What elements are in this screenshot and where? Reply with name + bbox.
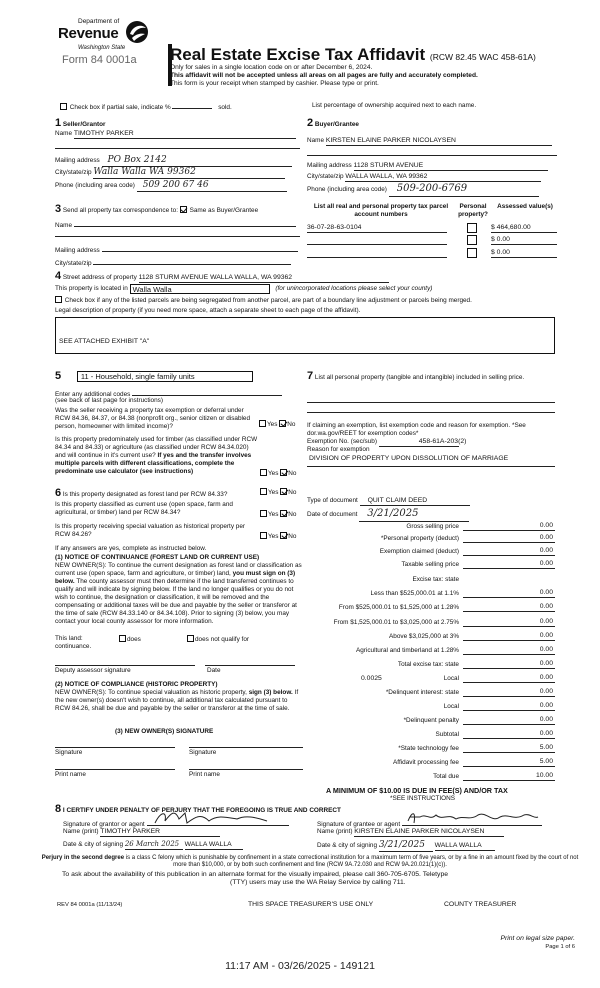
correspondence-city-row <box>55 258 300 268</box>
tax-row-value[interactable]: 0.00 <box>463 603 555 612</box>
no-label: No <box>288 533 297 540</box>
tax-row-label: *Personal property (deduct) <box>380 535 459 542</box>
parcels-col-assessed: Assessed value(s) <box>497 203 553 210</box>
rev-number: REV 84 0001a (11/13/24) <box>57 902 123 908</box>
tax-row-value[interactable]: 0.00 <box>463 560 555 569</box>
tax-row-label: Taxable selling price <box>401 561 459 568</box>
timber-question <box>55 436 260 476</box>
does-not-label: does not qualify for <box>195 636 249 643</box>
correspondence-section <box>55 203 300 268</box>
parcels-col-personal: Personal property? <box>458 203 488 218</box>
tax-row <box>305 689 555 700</box>
located-select[interactable]: Walla Walla <box>130 284 270 294</box>
tax-row-label: *Delinquent penalty <box>403 717 459 724</box>
buyer-phone-row <box>307 183 557 197</box>
this-land-label: This land: <box>55 635 83 642</box>
tax-row-value[interactable]: 5.00 <box>463 744 555 753</box>
certify-text: I CERTIFY UNDER PENALTY OF PERJURY THAT THE FOREGOING IS TRUE AND CORRECT <box>62 807 341 814</box>
same-as-buyer-label: Same as Buyer/Grantee <box>189 207 259 214</box>
grantor-name-label: Name (print) <box>63 828 99 835</box>
continuance-label: continuance. <box>55 643 92 650</box>
grantee-name-label: Name (print) <box>317 828 353 835</box>
seller-heading: Seller/Grantor <box>62 121 106 128</box>
seller-phone-row <box>55 180 300 192</box>
forest-question: Is this property designated as forest land per RCW 84.33? <box>62 491 228 498</box>
current-use-yes-checkbox[interactable] <box>260 510 267 517</box>
parcel-assessed-field[interactable]: $ 0.00 <box>491 236 557 245</box>
parcel-row <box>307 224 557 235</box>
tax-row <box>305 561 555 572</box>
tax-row <box>305 661 555 672</box>
alternate-format-note-2: (TTY) users may use the WA Relay Service by calling 711. <box>230 879 406 886</box>
q1-no-checkbox[interactable] <box>279 420 286 427</box>
tax-row <box>305 759 555 770</box>
no-label: No <box>287 421 296 428</box>
partial-sale-checkbox[interactable] <box>60 103 67 110</box>
same-as-buyer-checkbox[interactable] <box>180 206 187 213</box>
tax-row-label: Total excise tax: state <box>397 661 459 668</box>
grantee-signature-icon <box>404 807 540 829</box>
dor-logo <box>58 18 158 98</box>
correspondence-line-2 <box>55 236 300 237</box>
notice-continuance-bold: you must sign on (3) below. <box>55 570 296 585</box>
tax-row-value[interactable]: 0.00 <box>463 618 555 627</box>
grantee-date-field[interactable]: 3/21/2025 <box>379 840 433 852</box>
does-label: does <box>127 636 141 643</box>
parcel-row <box>307 236 557 247</box>
timber-question-text: Is this property predominately used for timber (as classified under RCW 84.34 and 84.33) or agriculture (as classified under RCW 84.34.020) and will continue in it's current use? <box>55 436 258 459</box>
doc-date-label: Date of document <box>307 511 358 518</box>
historic-question: Is this property receiving special valuation as historical property per RCW 84.26? <box>55 523 246 538</box>
legal-paper-note: Print on legal size paper. <box>500 935 575 942</box>
notice-compliance-text <box>55 689 303 713</box>
correspondence-mailing-field[interactable] <box>102 245 298 252</box>
buyer-mailing-row <box>307 162 557 171</box>
see-instructions-note: *SEE INSTRUCTIONS <box>390 795 455 802</box>
notice-continuance-text <box>55 562 303 626</box>
header-line-3-text: This form is your receipt when stamped by cashier. Please type or print. <box>170 80 379 87</box>
legal-description-box[interactable] <box>55 317 555 354</box>
parcel-personal-checkbox[interactable] <box>467 235 477 245</box>
located-label: This property is located in <box>55 285 128 292</box>
owner-print-line-1[interactable] <box>55 769 175 770</box>
form-title-block <box>170 44 590 65</box>
signature-label: Signature <box>189 749 217 756</box>
seller-mailing-field[interactable]: PO Box 2142 <box>102 155 292 167</box>
seller-name-label: Name <box>55 130 73 137</box>
seller-name-field[interactable]: TIMOTHY PARKER <box>74 130 296 139</box>
signature-label: Signature <box>55 749 83 756</box>
local-rate: 0.0025 <box>361 675 382 682</box>
grantee-date-label: Date & city of signing <box>317 842 378 849</box>
buyer-mailing-field[interactable]: 1128 STURM AVENUE <box>354 162 548 171</box>
notice-continuance-pre: NEW OWNER(S): To continue the current designation as forest land or classification as current use (open space, farm and agriculture, or timber) land, <box>55 562 302 577</box>
tax-row-value[interactable]: 0.00 <box>463 589 555 598</box>
historic-no-checkbox[interactable] <box>280 532 287 539</box>
tax-row-value[interactable]: 0.00 <box>463 534 555 543</box>
parcel-assessed-field[interactable]: $ 0.00 <box>491 249 557 258</box>
tax-row-label: Above $3,025,000 at 3% <box>389 633 459 640</box>
seller-section <box>55 117 300 197</box>
buyer-city-label: City/state/zip <box>307 173 344 180</box>
parcel-personal-checkbox[interactable] <box>467 248 477 258</box>
tax-row <box>305 647 555 658</box>
tax-row-label: Agricultural and timberland at 1.28% <box>355 647 459 654</box>
exemption-no-label: Exemption No. (sec/sub) <box>307 438 377 445</box>
legal-description-text: SEE ATTACHED EXHIBIT "A" <box>59 338 150 345</box>
parcels-col-numbers: List all real and personal property tax parcel account numbers <box>313 203 449 218</box>
tax-row-label: Local <box>443 703 459 710</box>
unincorporated-note: (for unincorporated locations please select your county) <box>275 285 433 292</box>
tax-row-label: *State technology fee <box>398 745 459 752</box>
page-number: Page 1 of 6 <box>545 944 575 950</box>
treasurer-use-label: THIS SPACE TREASURER'S USE ONLY <box>248 901 374 908</box>
section-7-number: 7 <box>307 370 314 382</box>
tax-row <box>305 535 555 546</box>
notice-compliance-pre: NEW OWNER(S): To continue special valuation as historic property, <box>55 689 249 696</box>
notice-compliance-bold: sign (3) below. <box>248 689 293 696</box>
grantee-signature-field[interactable] <box>402 817 542 826</box>
buyer-name-label: Name <box>307 137 325 144</box>
street-address-field[interactable]: 1128 STURM AVENUE WALLA WALLA, WA 99362 <box>139 274 389 283</box>
notice-continuance-post: The county assessor must then determine if the land transferred continues to qualify and will indicate by signing below. If the land no longer qualifies or you do not wish to continue, the designation or classification, it will be removed and the compensating or additional taxes will be due and payable by the seller or transferor at the time of sale (RCW 84.33.140 or 84.34.108). Prior to signing (3) below, you may contact your local county assessor for more information. <box>55 578 297 625</box>
reason-label: Reason for exemption <box>307 446 370 453</box>
tax-row <box>305 590 555 601</box>
buyer-phone-label: Phone (including area code) <box>307 186 387 193</box>
tax-row <box>305 548 555 559</box>
header-line-2: This affidavit will not be accepted unless all areas on all pages are fully and accurately completed. <box>170 72 478 79</box>
owner-print-line-2[interactable] <box>189 769 303 770</box>
parcel-number-field[interactable] <box>307 249 447 258</box>
current-use-no-checkbox[interactable] <box>280 510 287 517</box>
new-owner-signature-heading: (3) NEW OWNER(S) SIGNATURE <box>115 728 214 735</box>
doc-date-field[interactable]: 3/21/2025 <box>359 508 469 522</box>
seller-city-field[interactable]: Walla Walla WA 99362 <box>93 167 285 179</box>
exemption-no-field[interactable]: 458-61A-203(2) <box>379 438 459 447</box>
buyer-section-number: 2 <box>307 117 314 129</box>
buyer-name-row <box>307 137 557 146</box>
tax-row-label: Excise tax: state <box>412 576 459 583</box>
grantee-city-field[interactable]: WALLA WALLA <box>435 842 495 851</box>
forest-yes-checkbox[interactable] <box>260 488 267 495</box>
additional-codes-field[interactable] <box>132 389 282 396</box>
correspondence-city-label: City/state/zip <box>55 260 92 267</box>
tax-row <box>305 633 555 644</box>
ownership-note: List percentage of ownership acquired next to each name. <box>312 102 477 109</box>
correspondence-mailing-label: Mailing address <box>55 247 100 254</box>
additional-codes-label: Enter any additional codes <box>55 391 131 398</box>
exemption-intro: If claiming an exemption, list exemption code and reason for exemption. *See dor.wa.gov/REET for exemption codes* <box>307 422 526 437</box>
correspondence-name-field[interactable] <box>74 220 296 227</box>
no-label: No <box>288 489 297 496</box>
parcel-row <box>307 249 557 260</box>
form-title: Real Estate Excise Tax Affidavit <box>170 45 426 64</box>
q1-yes-checkbox[interactable] <box>259 420 266 427</box>
correspondence-name-label: Name <box>55 222 73 229</box>
no-label: No <box>288 470 297 477</box>
tax-row-value[interactable]: 5.00 <box>463 758 555 767</box>
street-number: 4 <box>55 270 62 282</box>
partial-sale-suffix: sold. <box>218 104 232 111</box>
form-id: Form 84 0001a <box>62 54 137 66</box>
form-statute: (RCW 82.45 WAC 458-61A) <box>429 52 536 62</box>
tax-row-label: Subtotal <box>435 731 459 738</box>
buyer-name-field[interactable]: KIRSTEN ELAINE PARKER NICOLAYSEN <box>326 137 552 146</box>
does-checkbox[interactable] <box>119 635 126 642</box>
parcel-personal-checkbox[interactable] <box>467 223 477 233</box>
grantee-sig-label: Signature of grantee or agent <box>317 821 401 828</box>
buyer-heading: Buyer/Grantee <box>314 121 359 128</box>
notice-continuance-title: (1) NOTICE OF CONTINUANCE (FOREST LAND OR CURRENT USE) <box>55 554 260 561</box>
reason-field[interactable]: DIVISION OF PROPERTY UPON DISSOLUTION OF MARRIAGE <box>309 455 509 462</box>
seller-name-row <box>55 130 300 139</box>
if-yes-note: If any answers are yes, complete as instructed below. <box>55 545 207 552</box>
section-8-number: 8 <box>55 803 62 815</box>
personal-property-line-1[interactable] <box>307 402 555 403</box>
reason-line <box>307 466 555 467</box>
doc-type-label: Type of document <box>307 497 358 504</box>
deputy-date-label: Date <box>207 667 221 674</box>
correspondence-mailing-row <box>55 245 300 255</box>
timber-question-bold: If yes and the transfer involves multiple parcels with different classifications, complete the predominate use calculator (see instructions) <box>55 452 252 475</box>
buyer-city-row <box>307 173 557 182</box>
tax-row-label: Local <box>443 675 459 682</box>
correspondence-city-field[interactable] <box>93 258 291 265</box>
tax-row <box>305 576 555 587</box>
grantor-date-label: Date & city of signing <box>63 841 124 848</box>
grantor-signature-field[interactable] <box>147 817 289 826</box>
deputy-signature-line[interactable] <box>55 665 195 666</box>
tax-row-value[interactable]: 0.00 <box>463 660 555 669</box>
seller-city-row <box>55 167 300 179</box>
grantor-sig-label: Signature of grantor or agent <box>63 821 145 828</box>
tax-row-value[interactable]: 0.00 <box>463 646 555 655</box>
seller-mailing-row <box>55 155 300 167</box>
section-5-number: 5 <box>55 370 62 382</box>
perjury-text: is a class C felony which is punishable by confinement in a state correctional institution for a maximum term of five years, or by a fine in an amount fixed by the court of not more than $10,000, or by both such confinement and fine (RCW 9A.72.030 and RCW 9A.20.021(1)(c)). <box>124 855 579 869</box>
tax-row-label: From $525,000.01 to $1,525,000 at 1.28% <box>338 604 459 611</box>
seller-section-number: 1 <box>55 117 62 129</box>
tax-row <box>305 717 555 728</box>
street-label: Street address of property <box>62 274 137 281</box>
partial-sale-label: Check box if partial sale, indicate % <box>69 104 171 111</box>
notice-compliance-post: If the new owner(s) doesn't wish to continue, all additional tax calculated pursuant to RCW 84.26, shall be due and payable by the seller or transferor at the time of sale. <box>55 689 299 712</box>
parcel-number-field[interactable]: 36-07-28-63-0104 <box>307 224 447 233</box>
seller-phone-field[interactable]: 509 200 67 46 <box>137 180 287 192</box>
yes-label: Yes <box>268 489 279 496</box>
grantor-date-field[interactable]: 26 March 2025 <box>125 840 183 850</box>
print-name-label: Print name <box>55 771 86 778</box>
legal-description-label: Legal description of property (if you need more space, attach a separate sheet to each page of the affidavit). <box>55 307 361 314</box>
tax-row <box>305 604 555 615</box>
personal-property-label: List all personal property (tangible and intangible) included in selling price. <box>314 374 525 381</box>
correspondence-number: 3 <box>55 203 62 215</box>
tax-row <box>305 703 555 714</box>
no-label: No <box>288 511 297 518</box>
tax-row-value[interactable]: 0.00 <box>463 632 555 641</box>
perjury-bold: Perjury in the second degree <box>41 855 125 861</box>
buyer-city-field[interactable]: WALLA WALLA, WA 99362 <box>345 173 541 182</box>
forest-no-checkbox[interactable] <box>280 488 287 495</box>
segregated-label: Check box if any of the listed parcels are being segregated from another parcel, are part of a boundary line adjustment or parcels being merged. <box>64 297 472 304</box>
yes-label: Yes <box>268 511 279 518</box>
tax-row <box>305 745 555 756</box>
swoosh-icon <box>124 20 150 44</box>
revenue-wordmark: Revenue <box>58 25 119 42</box>
current-use-question: Is this property classified as current use (open space, farm and agricultural, or timber) land per RCW 84.34? <box>55 501 233 516</box>
yes-label: Yes <box>268 533 279 540</box>
correspondence-name-row <box>55 220 300 230</box>
q2-yes-checkbox[interactable] <box>260 469 267 476</box>
deputy-signature-label: Deputy assessor signature <box>55 667 131 674</box>
parcel-assessed-field[interactable]: $ 464,680.00 <box>491 224 557 233</box>
partial-sale-row <box>60 102 232 112</box>
deputy-date-line[interactable] <box>205 665 295 666</box>
tax-row <box>305 619 555 630</box>
county-treasurer-label: COUNTY TREASURER <box>444 901 517 908</box>
tax-row-value[interactable]: 0.00 <box>463 522 555 531</box>
tax-row <box>305 731 555 742</box>
minimum-due-note: A MINIMUM OF $10.00 IS DUE IN FEE(S) AND/OR TAX <box>326 786 508 795</box>
tax-row-value[interactable]: 0.00 <box>463 730 555 739</box>
seller-name-line-2 <box>55 148 300 149</box>
tax-row-label: From $1,525,000.01 to $3,025,000 at 2.75% <box>333 619 459 626</box>
tax-row-label: Affidavit processing fee <box>393 759 459 766</box>
tax-row <box>305 675 555 686</box>
owner-signature-line-1[interactable] <box>55 747 175 748</box>
tax-row-label: Less than $525,000.01 at 1.1% <box>370 590 459 597</box>
tax-row-label: Gross selling price <box>406 523 459 530</box>
header-line-1: Only for sales in a single location code on or after December 6, 2024. <box>170 64 373 71</box>
seller-phone-label: Phone (including area code) <box>55 182 135 189</box>
tax-row <box>305 523 555 534</box>
seller-city-label: City/state/zip <box>55 169 92 176</box>
tax-row-value[interactable]: 0.00 <box>463 688 555 697</box>
scan-timestamp: 11:17 AM - 03/26/2025 - 149121 <box>225 960 375 972</box>
notice-compliance-title: (2) NOTICE OF COMPLIANCE (HISTORIC PROPERTY) <box>55 681 218 688</box>
buyer-section <box>307 117 557 197</box>
perjury-notice <box>40 855 580 869</box>
tax-row-value[interactable]: 0.00 <box>463 716 555 725</box>
exemption-question: Was the seller receiving a property tax exemption or deferral under RCW 84.36, 84.37, or 84.38 (nonprofit org., senior citizen or disabled person, homeowner with limited income)? <box>55 407 251 430</box>
historic-yes-checkbox[interactable] <box>260 532 267 539</box>
tax-row-value[interactable]: 10.00 <box>463 772 555 781</box>
print-name-label: Print name <box>189 771 220 778</box>
section-6-number: 6 <box>55 487 62 499</box>
q2-no-checkbox[interactable] <box>280 469 287 476</box>
tax-row-value[interactable]: 0.00 <box>463 547 555 556</box>
parcels-table <box>307 203 557 265</box>
seller-mailing-label: Mailing address <box>55 157 100 164</box>
tax-row-label: Total due <box>433 773 459 780</box>
doc-type-field[interactable]: QUIT CLAIM DEED <box>360 497 470 506</box>
grantor-signature-icon <box>151 807 271 829</box>
grantor-name-field[interactable]: TIMOTHY PARKER <box>100 828 220 837</box>
owner-signature-line-2[interactable] <box>189 747 303 748</box>
correspondence-text: Send all property tax correspondence to: <box>62 207 179 214</box>
tax-row-label: *Delinquent interest: state <box>385 689 459 696</box>
grantor-city-field[interactable]: WALLA WALLA <box>185 841 243 850</box>
tax-row <box>305 773 555 784</box>
alternate-format-note-1: To ask about the availability of this publication in an alternate format for the visually impaired, please call 360-705-6705. Teletype <box>62 871 449 878</box>
segregated-checkbox[interactable] <box>55 296 62 303</box>
see-back-note: (see back of last page for instructions) <box>55 397 163 404</box>
partial-sale-percent-field[interactable] <box>172 102 212 109</box>
yes-label: Yes <box>268 470 279 477</box>
buyer-name-line-2 <box>307 155 557 156</box>
does-not-checkbox[interactable] <box>187 635 194 642</box>
tax-row-value[interactable]: 0.00 <box>463 674 555 683</box>
land-use-select[interactable]: 11 - Household, single family units <box>77 371 253 382</box>
buyer-mailing-label: Mailing address <box>307 162 352 169</box>
personal-property-line-2[interactable] <box>307 412 555 413</box>
yes-label: Yes <box>267 421 278 428</box>
dept-line: Department of <box>78 18 120 25</box>
header-line-3 <box>170 80 379 88</box>
state-line: Washington State <box>78 45 126 51</box>
grantee-name-field[interactable]: KIRSTEN ELAINE PARKER NICOLAYSEN <box>354 828 504 837</box>
buyer-phone-field[interactable]: 509-200-6769 <box>389 183 539 197</box>
parcel-number-field[interactable] <box>307 236 447 245</box>
tax-row-label: Exemption claimed (deduct) <box>379 548 459 555</box>
tax-row-value[interactable]: 0.00 <box>463 702 555 711</box>
